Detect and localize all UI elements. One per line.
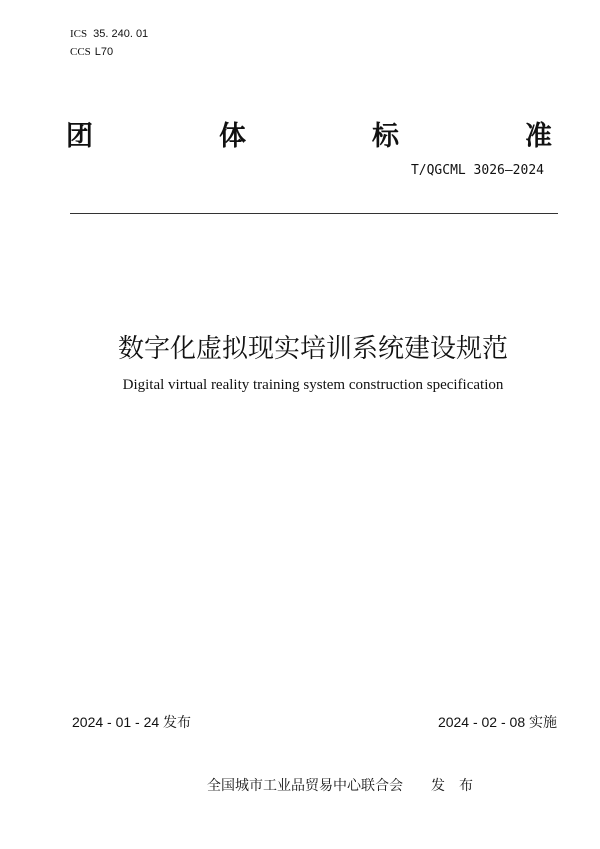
- implement-date: 2024 - 02 - 08 实施: [437, 714, 557, 730]
- standard-type-char: 体: [219, 121, 246, 152]
- ccs-label: CCS: [70, 46, 91, 58]
- publish-date: 2024 - 01 - 24 发布: [72, 714, 192, 730]
- standard-type-char: 标: [372, 121, 399, 152]
- ics-label: ICS: [70, 28, 88, 40]
- title-english: Digital virtual reality training system construction specification: [122, 377, 504, 393]
- ccs-line: [70, 46, 113, 58]
- divider-line: [70, 213, 558, 214]
- title-chinese: 数字化虚拟现实培训系统建设规范: [117, 334, 508, 364]
- standard-type-heading: [66, 114, 552, 153]
- ccs-value: L70: [94, 46, 114, 58]
- standard-type-char: 准: [525, 121, 552, 152]
- standard-type-char: 团: [66, 121, 93, 152]
- standard-code: T/QGCML 3026—2024: [410, 163, 544, 178]
- ics-value: 35. 240. 01: [93, 28, 149, 40]
- ics-line: [70, 28, 148, 40]
- issuer: 全国城市工业品贸易中心联合会 发 布: [207, 777, 473, 793]
